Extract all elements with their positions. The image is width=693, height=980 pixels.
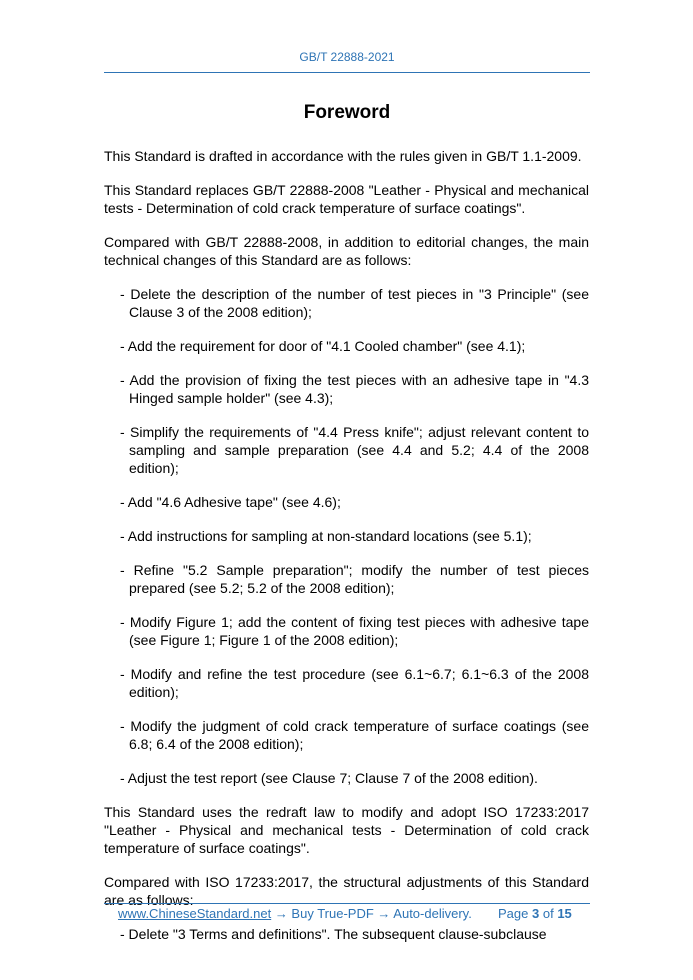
running-header: GB/T 22888-2021 [299, 50, 395, 64]
change-item: - Simplify the requirements of "4.4 Press knife"; adjust relevant content to sampling and sample preparation (see 4.4 and 5.2; 4.4 of the 2008 edition); [120, 424, 589, 476]
paragraph-changes-intro: Compared with GB/T 22888-2008, in addition to editorial changes, the main technical changes of this Standard are as follows: [104, 234, 589, 268]
change-item: - Add the provision of fixing the test pieces with an adhesive tape in "4.3 Hinged sample holder" (see 4.3); [120, 372, 589, 406]
page-of-label: of [542, 906, 554, 921]
change-item: - Add "4.6 Adhesive tape" (see 4.6); [120, 494, 341, 510]
page-current: 3 [532, 906, 540, 921]
structural-item: - Delete "3 Terms and definitions". The subsequent clause-subclause [120, 926, 547, 942]
page-indicator [498, 906, 572, 921]
footer-promo-text: → Buy True-PDF → Auto-delivery. [271, 906, 472, 921]
paragraph-drafting-rules: This Standard is drafted in accordance with the rules given in GB/T 1.1-2009. [104, 148, 582, 164]
change-item: - Refine "5.2 Sample preparation"; modify the number of test pieces prepared (see 5.2; 5.2 of the 2008 edition); [120, 562, 589, 596]
document-body [104, 147, 589, 959]
change-item: - Modify and refine the test procedure (see 6.1~6.7; 6.1~6.3 of the 2008 edition); [120, 666, 589, 700]
footer-promo [118, 906, 472, 921]
change-item: - Modify the judgment of cold crack temperature of surface coatings (see 6.8; 6.4 of the 2008 edition); [120, 718, 589, 752]
paragraph-iso-adoption: This Standard uses the redraft law to modify and adopt ISO 17233:2017 "Leather - Physical and mechanical tests - Determination of cold crack temperature of surface coatings". [104, 804, 589, 856]
website-link[interactable]: www.ChineseStandard.net [118, 906, 272, 921]
change-item: - Adjust the test report (see Clause 7; Clause 7 of the 2008 edition). [120, 770, 538, 786]
change-item: - Add the requirement for door of "4.1 Cooled chamber" (see 4.1); [120, 338, 526, 354]
footer-divider [104, 903, 590, 904]
page-label: Page [498, 906, 529, 921]
change-item: - Add instructions for sampling at non-standard locations (see 5.1); [120, 528, 532, 544]
page-total: 15 [557, 906, 572, 921]
change-item: - Modify Figure 1; add the content of fixing test pieces with adhesive tape (see Figure 1; Figure 1 of the 2008 edition); [120, 614, 589, 648]
paragraph-replacement: This Standard replaces GB/T 22888-2008 "Leather - Physical and mechanical tests - Determination of cold crack temperature of surface coatings". [104, 182, 589, 216]
header-divider [104, 72, 590, 73]
paragraph-structural-intro: Compared with ISO 17233:2017, the structural adjustments of this Standard are as follows: [104, 874, 589, 908]
change-item: - Delete the description of the number of test pieces in "3 Principle" (see Clause 3 of the 2008 edition); [120, 286, 589, 320]
page-title: Foreword [303, 102, 391, 123]
